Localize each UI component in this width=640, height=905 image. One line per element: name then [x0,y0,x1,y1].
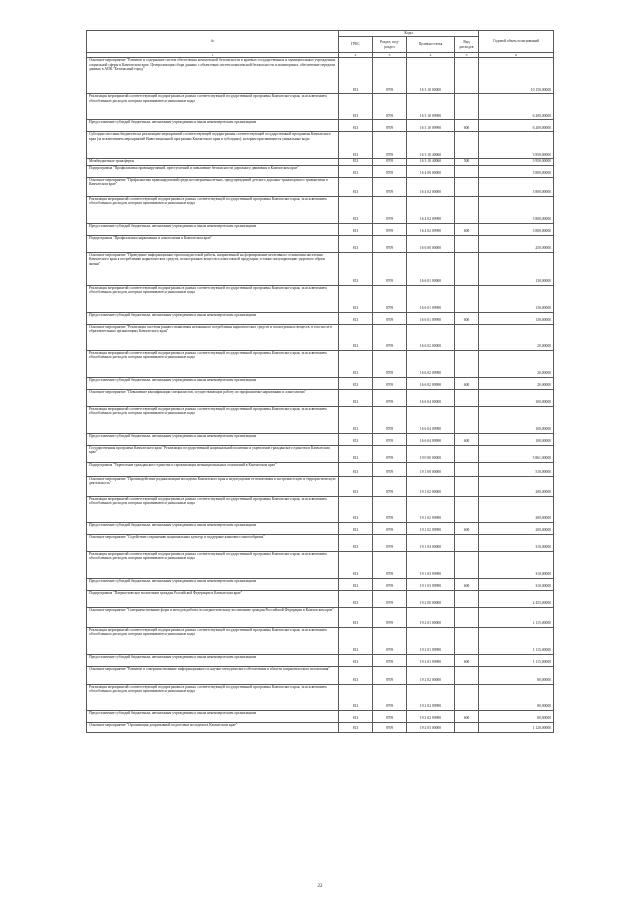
row-target-article: 16 6 04 09990 [407,406,455,433]
row-expense-type: 600 [455,578,479,590]
row-section: 0709 [373,165,407,177]
row-description: Предоставление субсидий бюджетным, автономным учреждениям и иным некоммерческим организациям [87,377,339,389]
row-grbs: 813 [339,684,373,710]
row-section: 0709 [373,462,407,476]
header-grbs: ГРБС [339,37,373,53]
column-index: 1 [87,53,339,58]
row-description: Предоставление субсидий бюджетным, автономным учреждениям и иным некоммерческим организациям [87,710,339,722]
row-grbs: 813 [339,132,373,159]
table-row [87,406,554,433]
table-row [87,445,554,462]
row-amount: 3 800,00000 [479,177,554,196]
row-amount: 3 800,00000 [479,223,554,235]
row-description: Реализация мероприятий соответствующей подпрограммы в рамках соответствующей государственной программы Камчатского края, за исключением обособленных расходов, которым присваиваются уникальные коды [87,285,339,312]
row-amount: 1 120,00000 [479,722,554,732]
row-section: 0709 [373,235,407,252]
row-expense-type [455,235,479,252]
row-target-article: 19 2 02 09990 [407,710,455,722]
table-row [87,285,554,312]
row-grbs: 813 [339,235,373,252]
row-expense-type [455,462,479,476]
row-grbs: 813 [339,607,373,627]
row-target-article: 16 6 04 00000 [407,389,455,406]
column-index: 5 [455,53,479,58]
row-expense-type: 600 [455,654,479,666]
table-row [87,120,554,132]
row-expense-type [455,722,479,732]
row-description: Подпрограмма "Укрепление гражданского единства и гармонизация межнациональных отношений в Камчатском крае" [87,462,339,476]
row-amount: 200,00000 [479,522,554,534]
row-section: 0709 [373,350,407,377]
row-expense-type [455,132,479,159]
row-description: Реализация мероприятий соответствующей подпрограммы в рамках соответствующей государственной программы Камчатского края, за исключением обособленных расходов, которым присваиваются уникальные коды [87,350,339,377]
row-amount: 100,00000 [479,433,554,445]
row-amount: 310,00000 [479,578,554,590]
row-grbs: 813 [339,350,373,377]
row-expense-type [455,534,479,551]
header-amount: Годовой объем ассигнований [479,31,554,53]
row-grbs: 813 [339,496,373,522]
row-amount: 3 800,00000 [479,165,554,177]
row-description: Подпрограмма "Патриотическое воспитание граждан Российской Федерации в Камчатском крае" [87,590,339,607]
column-index: 3 [373,53,407,58]
row-section: 0709 [373,551,407,578]
row-expense-type [455,252,479,285]
row-section: 0709 [373,710,407,722]
table-row [87,196,554,223]
row-expense-type: 600 [455,377,479,389]
row-section: 0709 [373,389,407,406]
table-row [87,312,554,324]
table-row [87,607,554,627]
row-grbs: 813 [339,534,373,551]
row-target-article: 16 3 10 40060 [407,132,455,159]
row-description: Предоставление субсидий бюджетным, автономным учреждениям и иным некоммерческим организациям [87,522,339,534]
row-description: Основное мероприятие "Организация допризывной подготовки молодежи в Камчатском крае" [87,722,339,732]
row-expense-type [455,165,479,177]
row-section: 0709 [373,445,407,462]
row-expense-type: 600 [455,522,479,534]
row-amount: 510,00000 [479,462,554,476]
row-description: Предоставление субсидий бюджетным, автономным учреждениям и иным некоммерческим организациям [87,223,339,235]
row-amount: 20,00000 [479,324,554,350]
row-description: Подпрограмма "Профилактика правонарушений, преступлений и повышение безопасности дорожного движения в Камчатском крае" [87,165,339,177]
row-section: 0709 [373,496,407,522]
row-description: Реализация мероприятий соответствующей подпрограммы в рамках соответствующей государственной программы Камчатского края, за исключением обособленных расходов, которым присваиваются уникальные коды [87,196,339,223]
row-description: Предоставление субсидий бюджетным, автономным учреждениям и иным некоммерческим организациям [87,120,339,132]
row-expense-type [455,666,479,684]
row-target-article: 16 6 01 00000 [407,252,455,285]
table-row [87,94,554,120]
row-description: Основное мероприятие "Проведение информационно-пропагандистской работы, направленной на формирование негативного отношения населения Камчатского края к потреблению наркотических средств, психотропных веществ и алкогольной продукции, и также популяризацию здорового образа жизни" [87,252,339,285]
row-grbs: 813 [339,406,373,433]
row-amount: 80,00000 [479,684,554,710]
row-grbs: 813 [339,177,373,196]
row-target-article: 16 4 00 00000 [407,165,455,177]
row-section: 0709 [373,196,407,223]
row-section: 0709 [373,324,407,350]
table-row [87,377,554,389]
row-description: Реализация мероприятий соответствующей подпрограммы в рамках соответствующей государственной программы Камчатского края, за исключением обособленных расходов, которым присваиваются уникальные коды [87,406,339,433]
table-row [87,58,554,94]
row-amount: 200,00000 [479,476,554,496]
row-target-article: 16 3 10 09990 [407,120,455,132]
row-target-article: 19 2 03 00000 [407,722,455,732]
row-grbs: 813 [339,312,373,324]
row-expense-type: 600 [455,433,479,445]
row-grbs: 813 [339,58,373,94]
row-expense-type [455,324,479,350]
row-description: Основное мероприятие "Развитие и содержание систем обеспечения комплексной безопасности в краевых государственных и муниципальных учреждениях социальной сферы в Камчатском крае. Централизация сбора данных с объектовых систем комплексной безопасности и мониторинга, обеспечение передачи данных в АПК "Безопасный город" [87,58,339,94]
row-amount: 130,00000 [479,312,554,324]
row-section: 0709 [373,607,407,627]
row-grbs: 813 [339,159,373,166]
row-description: Межбюджетные трансферты [87,159,339,166]
table-row [87,165,554,177]
row-target-article: 19 2 01 09990 [407,627,455,654]
row-grbs: 813 [339,120,373,132]
row-expense-type [455,607,479,627]
row-section: 0709 [373,627,407,654]
row-amount: 20,00000 [479,350,554,377]
row-expense-type: 600 [455,312,479,324]
row-description: Реализация мероприятий соответствующей подпрограммы в рамках соответствующей государственной программы Камчатского края, за исключением обособленных расходов, которым присваиваются уникальные коды [87,496,339,522]
row-grbs: 813 [339,445,373,462]
row-amount: 250,00000 [479,235,554,252]
row-grbs: 813 [339,522,373,534]
row-grbs: 813 [339,476,373,496]
row-expense-type [455,684,479,710]
row-section: 0709 [373,377,407,389]
row-amount: 80,00000 [479,666,554,684]
row-target-article: 16 3 10 09990 [407,94,455,120]
row-target-article: 16 3 10 40060 [407,159,455,166]
row-section: 0709 [373,94,407,120]
row-amount: 10 150,00000 [479,58,554,94]
row-description: Основное мероприятие "Развитие и совершенствование информационного и научно-методического обеспечения в области патриотического воспитания" [87,666,339,684]
row-section: 0709 [373,159,407,166]
row-amount: 3 950,00000 [479,132,554,159]
row-target-article: 19 1 02 09990 [407,522,455,534]
table-row [87,654,554,666]
budget-table [86,30,554,733]
table-row [87,132,554,159]
row-description: Реализация мероприятий соответствующей подпрограммы в рамках соответствующей государственной программы Камчатского края, за исключением обособленных расходов, которым присваиваются уникальные коды [87,551,339,578]
page-number: 22 [317,884,323,889]
row-expense-type [455,94,479,120]
row-expense-type [455,285,479,312]
row-grbs: 813 [339,462,373,476]
table-row [87,534,554,551]
row-section: 0709 [373,578,407,590]
table-row [87,433,554,445]
column-index: 4 [407,53,455,58]
table-body [87,58,554,733]
row-grbs: 813 [339,654,373,666]
table-row [87,235,554,252]
row-grbs: 813 [339,389,373,406]
row-expense-type [455,389,479,406]
table-row [87,462,554,476]
row-target-article: 16 6 02 09990 [407,350,455,377]
row-amount: 5 861,00000 [479,445,554,462]
row-target-article: 19 2 02 09990 [407,684,455,710]
column-index: 6 [479,53,554,58]
row-grbs: 813 [339,578,373,590]
row-description: Реализация мероприятий соответствующей подпрограммы в рамках соответствующей государственной программы Камчатского края, за исключением обособленных расходов, которым присваиваются уникальные коды [87,94,339,120]
row-description: Основное мероприятие "Профилактика правонарушений среди несовершеннолетних, предупреждений детского дорожно-транспортного травматизма в Камчатском крае" [87,177,339,196]
row-expense-type [455,496,479,522]
row-expense-type: 600 [455,710,479,722]
row-section: 0709 [373,58,407,94]
row-amount: 3 800,00000 [479,196,554,223]
row-amount: 200,00000 [479,496,554,522]
row-amount: 1 115,00000 [479,607,554,627]
row-amount: 310,00000 [479,534,554,551]
row-section: 0709 [373,177,407,196]
table-row [87,389,554,406]
table-row [87,496,554,522]
row-target-article: 19 1 02 00000 [407,476,455,496]
row-section: 0709 [373,534,407,551]
row-target-article: 16 6 02 00000 [407,324,455,350]
row-section: 0709 [373,252,407,285]
row-section: 0709 [373,312,407,324]
row-expense-type [455,445,479,462]
row-section: 0709 [373,433,407,445]
row-amount: 100,00000 [479,406,554,433]
row-grbs: 813 [339,710,373,722]
row-target-article: 16 3 10 00000 [407,58,455,94]
row-section: 0709 [373,590,407,607]
row-expense-type [455,476,479,496]
row-amount: 1 115,00000 [479,654,554,666]
table-row [87,476,554,496]
row-description: Реализация мероприятий соответствующей подпрограммы в рамках соответствующей государственной программы Камчатского края, за исключением обособленных расходов, которым присваиваются уникальные коды [87,627,339,654]
row-grbs: 813 [339,324,373,350]
row-target-article: 19 2 00 00000 [407,590,455,607]
row-expense-type [455,177,479,196]
row-grbs: 813 [339,722,373,732]
row-description: Предоставление субсидий бюджетным, автономным учреждениям и иным некоммерческим организациям [87,312,339,324]
row-target-article: 16 6 04 09990 [407,433,455,445]
row-section: 0709 [373,406,407,433]
row-target-article: 19 0 00 00000 [407,445,455,462]
header-codes: Коды [339,31,479,37]
row-amount: 130,00000 [479,252,554,285]
row-description: Подпрограмма "Профилактика наркомании и алкоголизма в Камчатском крае" [87,235,339,252]
row-target-article: 16 6 02 09990 [407,377,455,389]
table-row [87,710,554,722]
row-grbs: 813 [339,433,373,445]
table-row [87,252,554,285]
row-target-article: 19 1 02 09990 [407,496,455,522]
row-target-article: 19 2 02 00000 [407,666,455,684]
row-expense-type [455,58,479,94]
header-number: № [87,31,339,53]
row-description: Реализация мероприятий соответствующей подпрограммы в рамках соответствующей государственной программы Камчатского края, за исключением обособленных расходов, которым присваиваются уникальные коды [87,684,339,710]
row-grbs: 813 [339,377,373,389]
row-grbs: 813 [339,252,373,285]
row-section: 0709 [373,132,407,159]
row-target-article: 16 4 02 09990 [407,223,455,235]
row-section: 0709 [373,666,407,684]
row-target-article: 19 1 03 09990 [407,551,455,578]
row-section: 0709 [373,223,407,235]
row-target-article: 19 2 01 00000 [407,607,455,627]
table-row [87,522,554,534]
row-description: Предоставление субсидий бюджетным, автономным учреждениям и иным некоммерческим организациям [87,654,339,666]
row-target-article: 16 4 02 09990 [407,196,455,223]
table-row [87,722,554,732]
row-grbs: 813 [339,196,373,223]
row-target-article: 19 2 01 09990 [407,654,455,666]
row-expense-type: 500 [455,159,479,166]
table-row [87,350,554,377]
header-expense-type: Вид расходов [455,37,479,53]
row-amount: 1 115,00000 [479,627,554,654]
row-section: 0709 [373,120,407,132]
table-row [87,578,554,590]
row-amount: 100,00000 [479,389,554,406]
row-expense-type: 600 [455,120,479,132]
header-target: Целевая статья [407,37,455,53]
row-expense-type [455,590,479,607]
column-index: 2 [339,53,373,58]
row-amount: 20,00000 [479,377,554,389]
table-row [87,177,554,196]
row-amount: 80,00000 [479,710,554,722]
row-grbs: 813 [339,285,373,312]
row-section: 0709 [373,684,407,710]
row-target-article: 16 6 00 00000 [407,235,455,252]
row-expense-type [455,551,479,578]
row-target-article: 19 1 00 00000 [407,462,455,476]
row-grbs: 813 [339,223,373,235]
row-grbs: 813 [339,165,373,177]
row-expense-type: 600 [455,223,479,235]
row-target-article: 19 1 03 09990 [407,578,455,590]
row-grbs: 813 [339,551,373,578]
row-amount: 6 200,00000 [479,120,554,132]
row-target-article: 16 6 01 09990 [407,285,455,312]
row-description: Основное мероприятие "Повышение квалификации специалистов, осуществляющих работу по профилактике наркомании и алкоголизма" [87,389,339,406]
row-target-article: 16 6 01 09990 [407,312,455,324]
row-description: Основное мероприятие "Реализация системы раннего выявления незаконного потребления наркотических средств и психотропных веществ, в том числе в образовательных организациях Камчатского края" [87,324,339,350]
header-section: Раздел, под-раздел [373,37,407,53]
row-amount: 130,00000 [479,285,554,312]
table-row [87,627,554,654]
row-description: Предоставление субсидий бюджетным, автономным учреждениям и иным некоммерческим организациям [87,433,339,445]
table-row [87,684,554,710]
row-expense-type [455,406,479,433]
row-section: 0709 [373,654,407,666]
row-amount: 310,00000 [479,551,554,578]
table-header-row [87,31,554,37]
row-grbs: 813 [339,627,373,654]
table-row [87,324,554,350]
row-amount: 2 455,00000 [479,590,554,607]
row-description: Основное мероприятие "Содействие сохранению национальных культур и поддержке языкового многообразия" [87,534,339,551]
row-amount: 6 200,00000 [479,94,554,120]
row-expense-type [455,350,479,377]
table-row [87,590,554,607]
row-description: Основное мероприятие "Противодействие радикализации молодежи Камчатского края и недопущение ее вовлечения в экстремистскую и террористическую деятельность" [87,476,339,496]
row-expense-type [455,196,479,223]
row-description: Субсидии местным бюджетам на реализацию мероприятий соответствующей подпрограммы соответствующей государственной программы Камчатского края (за исключением мероприятий Инвестиционной программы Камчатского края в субсидиях), которым присваиваются уникальные коды [87,132,339,159]
row-description: Предоставление субсидий бюджетным, автономным учреждениям и иным некоммерческим организациям [87,578,339,590]
row-description: Основное мероприятие "Совершенствование форм и методов работы по патриотическому воспитанию граждан Российской Федерации в Камчатском крае" [87,607,339,627]
table-row [87,666,554,684]
row-grbs: 813 [339,666,373,684]
row-section: 0709 [373,722,407,732]
table-row [87,551,554,578]
row-grbs: 813 [339,590,373,607]
row-section: 0709 [373,476,407,496]
row-expense-type [455,627,479,654]
row-grbs: 813 [339,94,373,120]
row-amount: 3 950,00000 [479,159,554,166]
row-target-article: 16 4 02 00000 [407,177,455,196]
row-target-article: 19 1 03 00000 [407,534,455,551]
row-section: 0709 [373,522,407,534]
row-description: Государственная программа Камчатского края "Реализация государственной национальной политики и укрепление гражданского единства в Камчатском крае" [87,445,339,462]
row-section: 0709 [373,285,407,312]
table-row [87,223,554,235]
